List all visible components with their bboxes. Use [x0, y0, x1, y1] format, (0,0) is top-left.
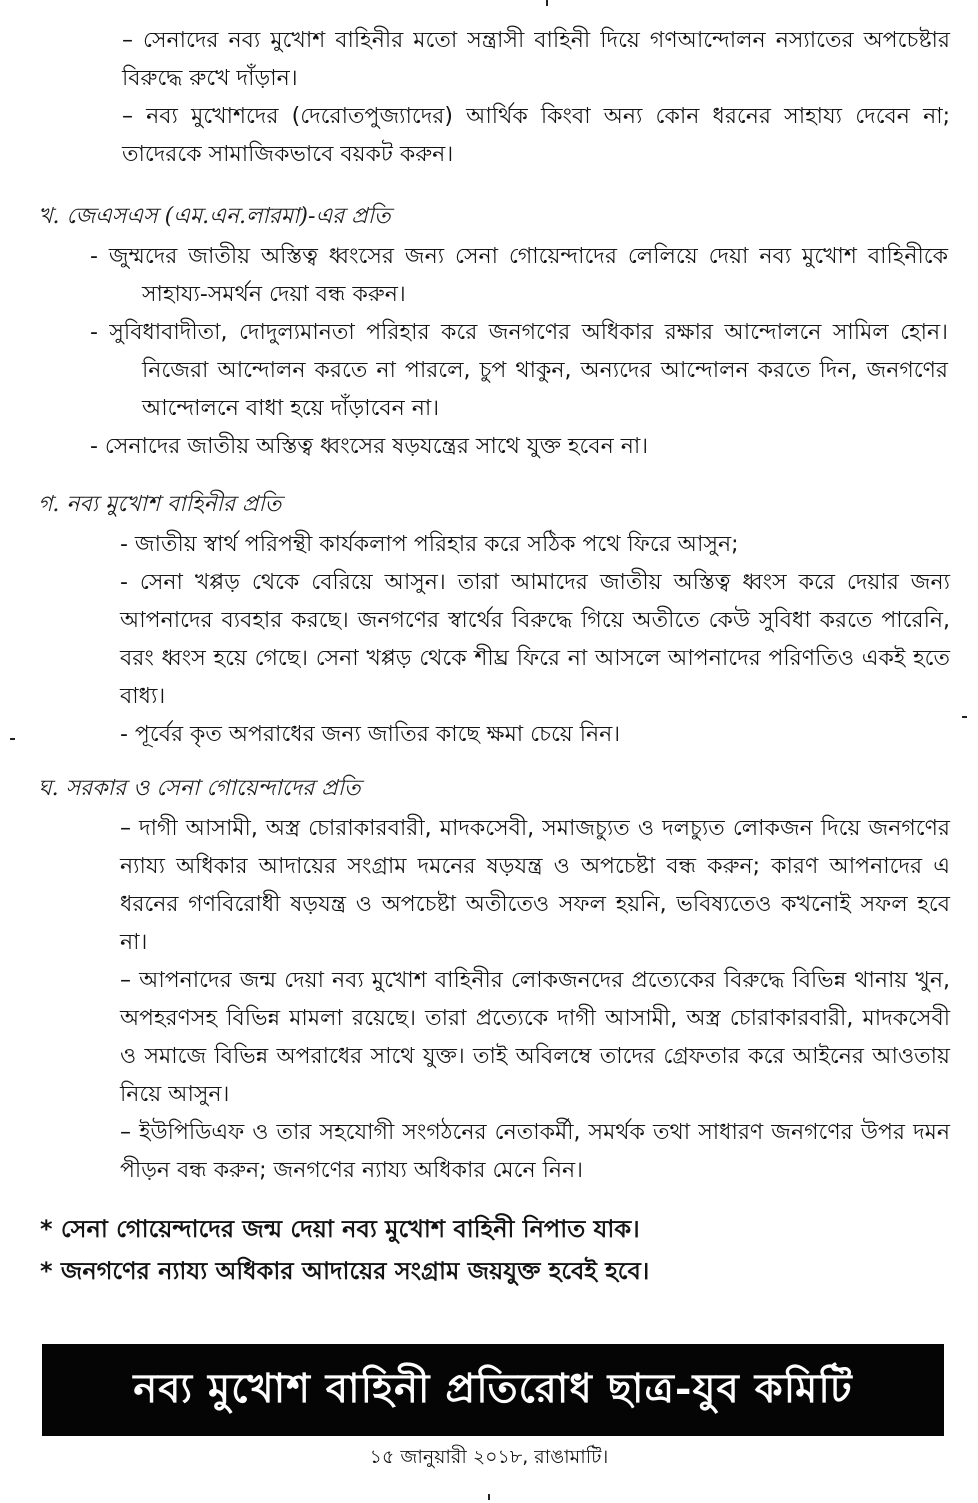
organization-name: নব্য মুখোশ বাহিনী প্রতিরোধ ছাত্র-যুব কমিটি — [133, 1364, 853, 1412]
bullet-item: – দাগী আসামী, অস্ত্র চোরাকারবারী, মাদকসেবী, সমাজচ্যুত ও দলচ্যুত লোকজন দিয়ে জনগণের ন্যায্য অধিকার আদায়ের সংগ্রাম দমনের ষড়যন্ত্র ও অপচেষ্টা বন্ধ করুন; কারণ আপনাদের এ ধরনের গণবিরোধী ষড়যন্ত্র ও অপচেষ্টা অতীতেও সফল হয়নি, ভবিষ্যতেও কখনোই সফল হবে না। — [120, 816, 950, 955]
bullet-item: - পূর্বের কৃত অপরাধের জন্য জাতির কাছে ক্ষমা চেয়ে নিন। — [120, 722, 621, 747]
bullet-list — [120, 526, 950, 754]
organization-banner — [42, 1344, 944, 1436]
slogan: * জনগণের ন্যায্য অধিকার আদায়ের সংগ্রাম জয়যুক্ত হবেই হবে। — [40, 1257, 650, 1285]
bullet-item: – আপনাদের জন্ম দেয়া নব্য মুখোশ বাহিনীর লোকজনদের প্রত্যেকের বিরুদ্ধে বিভিন্ন থানায় খুন, অপহরণসহ বিভিন্ন মামলা রয়েছে। তারা প্রত্যেকে দাগী আসামী, অস্ত্র চোরাকারবারী, মাদকসেবী ও সমাজে বিভিন্ন অপরাধের সাথে যুক্ত। তাই অবিলম্বে তাদের গ্রেফতার করে আইনের আওতায় নিয়ে আসুন। — [120, 968, 950, 1107]
bullet-item: - সুবিধাবাদীতা, দোদুল্যমানতা পরিহার করে জনগণের অধিকার রক্ষার আন্দোলনে সামিল হোন। নিজেরা আন্দোলন করতে না পারলে, চুপ থাকুন, অন্যদের আন্দোলন করতে দিন, জনগণের আন্দোলনে বাধা হয়ে দাঁড়াবেন না। — [90, 320, 948, 421]
bullet-item: – ইউপিডিএফ ও তার সহযোগী সংগঠনের নেতাকর্মী, সমর্থক তথা সাধারণ জনগণের উপর দমন পীড়ন বন্ধ করুন; জনগণের ন্যায্য অধিকার মেনে নিন। — [120, 1120, 950, 1183]
bottom-mark — [488, 1494, 490, 1500]
margin-mark-left — [10, 738, 15, 740]
bullet-item: - জুম্মদের জাতীয় অস্তিত্ব ধ্বংসের জন্য সেনা গোয়েন্দাদের লেলিয়ে দেয়া নব্য মুখোশ বাহিনীকে সাহায্য-সমর্থন দেয়া বন্ধ করুন। — [90, 244, 948, 307]
section-kha — [38, 200, 948, 466]
top-mark — [546, 0, 548, 6]
section-heading: খ. জেএসএস (এম.এন.লারমা)-এর প্রতি — [38, 204, 391, 229]
bullet-item: - সেনা খপ্পড় থেকে বেরিয়ে আসুন। তারা আমাদের জাতীয় অস্তিত্ব ধ্বংস করে দেয়ার জন্য আপনাদের ব্যবহার করছে। জনগণের স্বার্থের বিরুদ্ধে গিয়ে অতীতে কেউ সুবিধা করতে পারেনি, বরং ধ্বংস হয়ে গেছে। সেনা খপ্পড় থেকে শীঘ্র ফিরে না আসলে আপনাদের পরিণতিও একই হতে বাধ্য। — [120, 570, 950, 709]
section-heading: ঘ. সরকার ও সেনা গোয়েন্দাদের প্রতি — [38, 776, 361, 801]
slogans — [40, 1208, 940, 1292]
demand-item: – সেনাদের নব্য মুখোশ বাহিনীর মতো সন্ত্রাসী বাহিনী দিয়ে গণআন্দোলন নস্যাতের অপচেষ্টার বিরুদ্ধে রুখে দাঁড়ান। — [122, 28, 950, 91]
section-continuation — [100, 22, 950, 174]
slogan: * সেনা গোয়েন্দাদের জন্ম দেয়া নব্য মুখোশ বাহিনী নিপাত যাক। — [40, 1215, 640, 1243]
margin-mark-right — [962, 716, 967, 718]
section-ga — [38, 488, 950, 754]
bullet-list — [90, 238, 948, 466]
section-heading: গ. নব্য মুখোশ বাহিনীর প্রতি — [38, 492, 282, 517]
section-gha — [38, 772, 950, 1190]
bullet-item: - সেনাদের জাতীয় অস্তিত্ব ধ্বংসের ষড়যন্ত্রের সাথে যুক্ত হবেন না। — [90, 434, 649, 459]
demand-item: – নব্য মুখোশদের (দেরোতপুজ্যাদের) আর্থিক কিংবা অন্য কোন ধরনের সাহায্য দেবেন না; তাদেরকে সামাজিকভাবে বয়কট করুন। — [122, 104, 950, 167]
bullet-list — [120, 810, 950, 1190]
bullet-item: - জাতীয় স্বার্থ পরিপন্থী কার্যকলাপ পরিহার করে সঠিক পথে ফিরে আসুন; — [120, 532, 739, 557]
dateline: ১৫ জানুয়ারী ২০১৮, রাঙামাটি। — [369, 1446, 609, 1468]
